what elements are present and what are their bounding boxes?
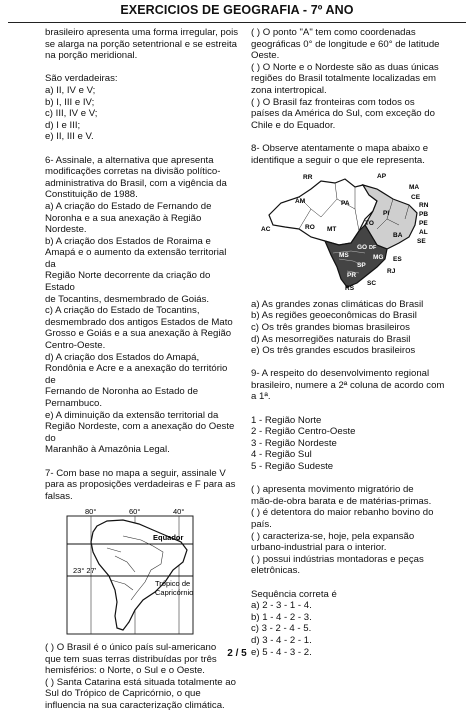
option: a) II, IV e V; — [45, 84, 96, 96]
state-es: ES — [393, 256, 402, 264]
state-am: AM — [295, 198, 306, 206]
state-mt: MT — [327, 226, 337, 234]
state-pi: PI — [383, 210, 390, 218]
right-column — [251, 27, 456, 658]
text-line: Constituição de 1988. — [45, 189, 138, 201]
text-line: ( ) é detentora do maior rebanho bovino do — [251, 507, 434, 519]
state-pa: PA — [341, 200, 350, 208]
text-line: Região Norte decorrente da criação do Estado — [45, 270, 211, 294]
text-line: 7- Com base no mapa a seguir, assinale V — [45, 467, 226, 479]
state-se: SE — [417, 238, 426, 246]
option: c) 3 - 2 - 4 - 5. — [251, 623, 312, 635]
state-ms: MS — [339, 252, 349, 260]
text-line: Chile e do Equador. — [251, 119, 336, 131]
question-7-continued — [251, 27, 456, 131]
text-line: ( ) apresenta movimento migratório de — [251, 484, 414, 496]
text-line: de Tocantins, desmembrado de Goiás. — [45, 293, 210, 305]
text-line: brasileiro, numere a 2ª coluna de acordo com — [251, 379, 445, 391]
option: d) 3 - 4 - 2 - 1. — [251, 634, 312, 646]
text-line: países da América do Sul, com exceção do — [251, 108, 435, 120]
state-ap: AP — [377, 173, 387, 181]
question-9-items — [251, 484, 456, 577]
text-line: 6- Assinale, a alternativa que apresenta — [45, 154, 214, 166]
text-line: 8- Observe atentamente o mapa abaixo e — [251, 142, 429, 154]
state-go: GO — [357, 244, 368, 252]
text-line: ( ) caracteriza-se, hoje, pela expansão — [251, 530, 415, 542]
option: b) As regiões geoeconômicas do Brasil — [251, 310, 417, 322]
latitude-label: 23° 27' — [73, 566, 97, 576]
text-line: identifique a seguir o que ele representa. — [251, 154, 425, 166]
list-item: 5 - Região Sudeste — [251, 461, 334, 473]
lon-label-60: 60° — [129, 507, 141, 517]
state-df: DF — [369, 245, 377, 252]
state-al: AL — [419, 229, 428, 237]
option: a) As grandes zonas climáticas do Brasil — [251, 298, 424, 310]
text-line: ( ) O ponto "A" tem como coordenadas — [251, 27, 416, 38]
text-line: país. — [251, 519, 272, 530]
text-line: Centro-Oeste. — [45, 340, 106, 352]
question-8-options — [251, 299, 456, 357]
intro-text — [45, 27, 239, 62]
question-6 — [45, 155, 239, 456]
text-line: Região Nordeste, com a anexação do Oeste do — [45, 421, 235, 444]
equator-label: Equador — [153, 533, 184, 543]
text-line: para as proposições verdadeiras e F para as — [45, 479, 236, 491]
state-pe: PE — [419, 220, 428, 228]
region-list — [251, 415, 456, 473]
text-line: ( ) O Brasil é o único país sul-americano — [45, 641, 217, 653]
text-line: Rondônia e Acre e a anexação do território de — [45, 363, 228, 386]
text-line: a 1ª. — [251, 391, 271, 403]
text-line: modificações corretas na divisão político- — [45, 166, 221, 178]
option: a) 2 - 3 - 1 - 4. — [251, 600, 312, 612]
tropic-label-2: Capricórnio — [155, 588, 194, 598]
text-line: Pernambuco. — [45, 398, 103, 409]
text-line: Grosso e Goiás e a sua anexação à Região — [45, 328, 232, 340]
text-line: influencia na sua caracterização climática. — [45, 699, 225, 711]
text-line: Noronha e a sua anexação à Região Nordeste. — [45, 212, 202, 236]
left-column — [45, 27, 239, 712]
question-7 — [45, 468, 239, 503]
state-to: TO — [365, 220, 374, 228]
option: c) III, IV e V; — [45, 108, 98, 120]
text-line: que tem suas terras distribuídas por três — [45, 653, 217, 665]
sequencia-label: Sequência correta é — [251, 588, 337, 600]
state-pr: PR — [347, 272, 357, 280]
text-line: zona intertropical. — [251, 84, 327, 96]
text-line: ( ) O Brasil faz fronteiras com todos os — [251, 96, 415, 108]
brazil-regions-map — [259, 169, 429, 291]
state-rr: RR — [303, 174, 313, 182]
option: d) As mesorregiões naturais do Brasil — [251, 333, 411, 345]
text-line: geográficas 0° de longitude e 60° de latitude — [251, 38, 440, 50]
list-item: 4 - Região Sul — [251, 449, 312, 461]
state-ac: AC — [261, 226, 271, 234]
text-line: ( ) Santa Catarina está situada totalmente ao — [45, 676, 236, 688]
list-item: 3 - Região Nordeste — [251, 437, 337, 449]
lon-label-40: 40° — [173, 507, 185, 517]
list-item: 2 - Região Centro-Oeste — [251, 426, 356, 438]
list-item: 1 - Região Norte — [251, 414, 322, 426]
state-ro: RO — [305, 224, 315, 232]
text-line: mão-de-obra barata e de matérias-primas. — [251, 495, 432, 507]
text-line: e) A diminuição da extensão territorial da — [45, 409, 219, 421]
text-line: eletrônicas. — [251, 565, 301, 577]
text-line: Sul do Trópico de Capricórnio, o que — [45, 688, 201, 700]
text-line: administrativa do Brasil, com a vigência da — [45, 177, 227, 189]
text-line: Fernando de Noronha ao Estado de — [45, 386, 199, 398]
page-header — [8, 0, 466, 23]
text-line: hemisférios: o Norte, o Sul e o Oeste. — [45, 665, 205, 677]
text-line: c) A criação do Estado de Tocantins, — [45, 305, 200, 317]
sao-verdadeiras-label: São verdadeiras: — [45, 73, 118, 85]
state-ba: BA — [393, 232, 403, 240]
state-rj: RJ — [387, 268, 396, 276]
state-sc: SC — [367, 280, 377, 288]
text-line: Oeste. — [251, 50, 280, 62]
text-line: d) A criação dos Estados do Amapá, — [45, 351, 200, 363]
q5-options — [45, 85, 239, 143]
text-line: se alarga na porção setentrional e se estreita — [45, 38, 237, 50]
state-rn: RN — [419, 202, 429, 210]
text-line: desmembrado dos antigos Estados de Mato — [45, 316, 233, 328]
state-sp: SP — [357, 262, 366, 270]
lon-label-80: 80° — [85, 507, 97, 517]
state-rs: RS — [345, 285, 355, 292]
text-line: falsas. — [45, 490, 73, 502]
state-ma: MA — [409, 184, 420, 192]
text-line: a) A criação do Estado de Fernando de — [45, 200, 212, 212]
option: b) 1 - 4 - 2 - 3. — [251, 611, 312, 623]
text-line: urbano-industrial para o interior. — [251, 542, 387, 554]
text-line: brasileiro apresenta uma forma irregular, pois — [45, 27, 239, 38]
state-pb: PB — [419, 211, 429, 219]
state-ce: CE — [411, 194, 421, 202]
text-line: ( ) O Norte e o Nordeste são as duas únicas — [251, 61, 439, 73]
text-line: ( ) possui indústrias montadoras e peças — [251, 553, 424, 565]
south-america-map — [45, 506, 221, 638]
tropic-label-1: Trópico de — [155, 579, 191, 589]
page-number: 2 / 5 — [227, 648, 247, 659]
option: d) I e III; — [45, 119, 81, 131]
option: c) Os três grandes biomas brasileiros — [251, 321, 410, 333]
option: e) 5 - 4 - 3 - 2. — [251, 646, 312, 658]
text-line: b) A criação dos Estados de Roraima e — [45, 235, 211, 247]
text-line: regiões do Brasil totalmente localizadas em — [251, 73, 437, 85]
option: e) II, III e V. — [45, 131, 94, 143]
question-8 — [251, 143, 456, 166]
option: e) Os três grandes escudos brasileiros — [251, 345, 416, 357]
text-line: 9- A respeito do desenvolvimento regional — [251, 368, 430, 380]
state-mg: MG — [373, 254, 384, 262]
text-line: na porção meridional. — [45, 50, 138, 62]
option: b) I, III e IV; — [45, 96, 95, 108]
question-9 — [251, 368, 456, 403]
text-line: Maranhão à Amazônia Legal. — [45, 444, 170, 456]
text-line: Amapá e o aumento da extensão territorial da — [45, 247, 227, 270]
page-title: EXERCICIOS DE GEOGRAFIA - 7º ANO — [120, 3, 354, 17]
